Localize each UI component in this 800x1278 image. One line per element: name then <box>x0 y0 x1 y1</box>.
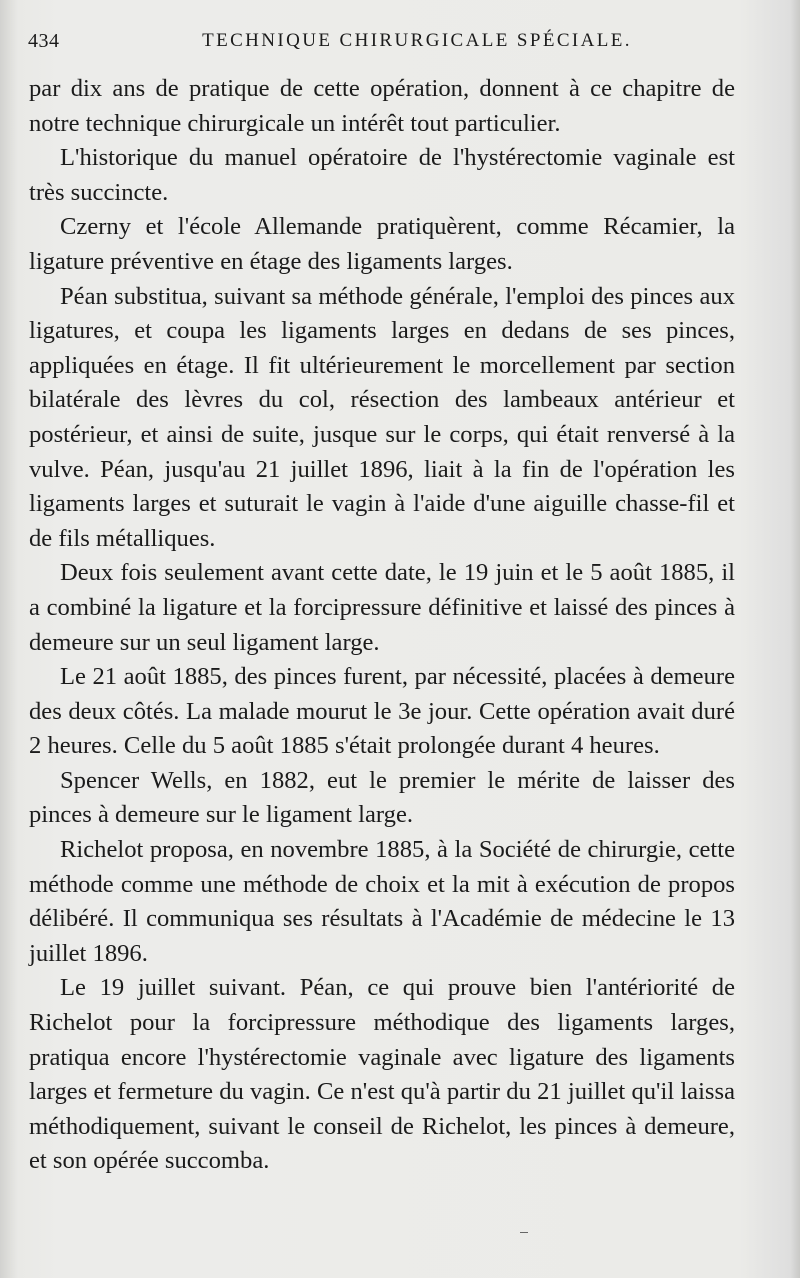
body-text <box>29 72 735 1179</box>
paragraph: Czerny et l'école Allemande pratiquèrent, comme Récamier, la ligature préventive en étage des ligaments larges. <box>29 213 735 275</box>
paragraph: Le 21 août 1885, des pinces furent, par nécessité, placées à demeure des deux côtés. La malade mourut le 3e jour. Cette opération avait duré 2 heures. Celle du 5 août 1885 s'était prolongée durant 4 heures. <box>29 663 735 760</box>
paragraph: Le 19 juillet suivant. Péan, ce qui prouve bien l'antériorité de Richelot pour la forcipressure méthodique des ligaments larges, pratiqua encore l'hystérectomie vaginale avec ligature des ligaments larges et fermeture du vagin. Ce n'est qu'à partir du 21 juillet qu'il laissa méthodiquement, suivant le conseil de Richelot, les pinces à demeure, et son opérée succomba. <box>29 974 735 1175</box>
paragraph: par dix ans de pratique de cette opération, donnent à ce chapitre de notre technique chirurgicale un intérêt tout particulier. <box>29 75 735 137</box>
running-head: TECHNIQUE CHIRURGICALE SPÉCIALE. <box>202 30 632 51</box>
paragraph: Deux fois seulement avant cette date, le 19 juin et le 5 août 1885, il a combiné la ligature et la forcipressure définitive et laissé des pinces à demeure sur un seul ligament large. <box>29 559 735 656</box>
printer-mark <box>520 1232 528 1233</box>
page-number: 434 <box>28 30 60 52</box>
paragraph: Richelot proposa, en novembre 1885, à la Société de chirurgie, cette méthode comme une méthode de choix et la mit à exécution de propos délibéré. Il communiqua ses résultats à l'Académie de médecine le 13 juillet 1896. <box>29 836 735 967</box>
paragraph: Péan substitua, suivant sa méthode générale, l'emploi des pinces aux ligatures, et coupa les ligaments larges en dedans de ses pinces, appliquées en étage. Il fit ultérieurement le morcellement par section bilatérale des lèvres du col, résection des lambeaux antérieur et postérieur, et ainsi de suite, jusque sur le corps, qui était renversé à la vulve. Péan, jusqu'au 21 juillet 1896, liait à la fin de l'opération les ligaments larges et suturait le vagin à l'aide d'une aiguille chasse-fil et de fils métalliques. <box>29 282 735 552</box>
paragraph: L'historique du manuel opératoire de l'hystérectomie vaginale est très succincte. <box>29 144 735 206</box>
page-header <box>28 30 770 58</box>
paragraph: Spencer Wells, en 1882, eut le premier le mérite de laisser des pinces à demeure sur le ligament large. <box>29 766 735 829</box>
